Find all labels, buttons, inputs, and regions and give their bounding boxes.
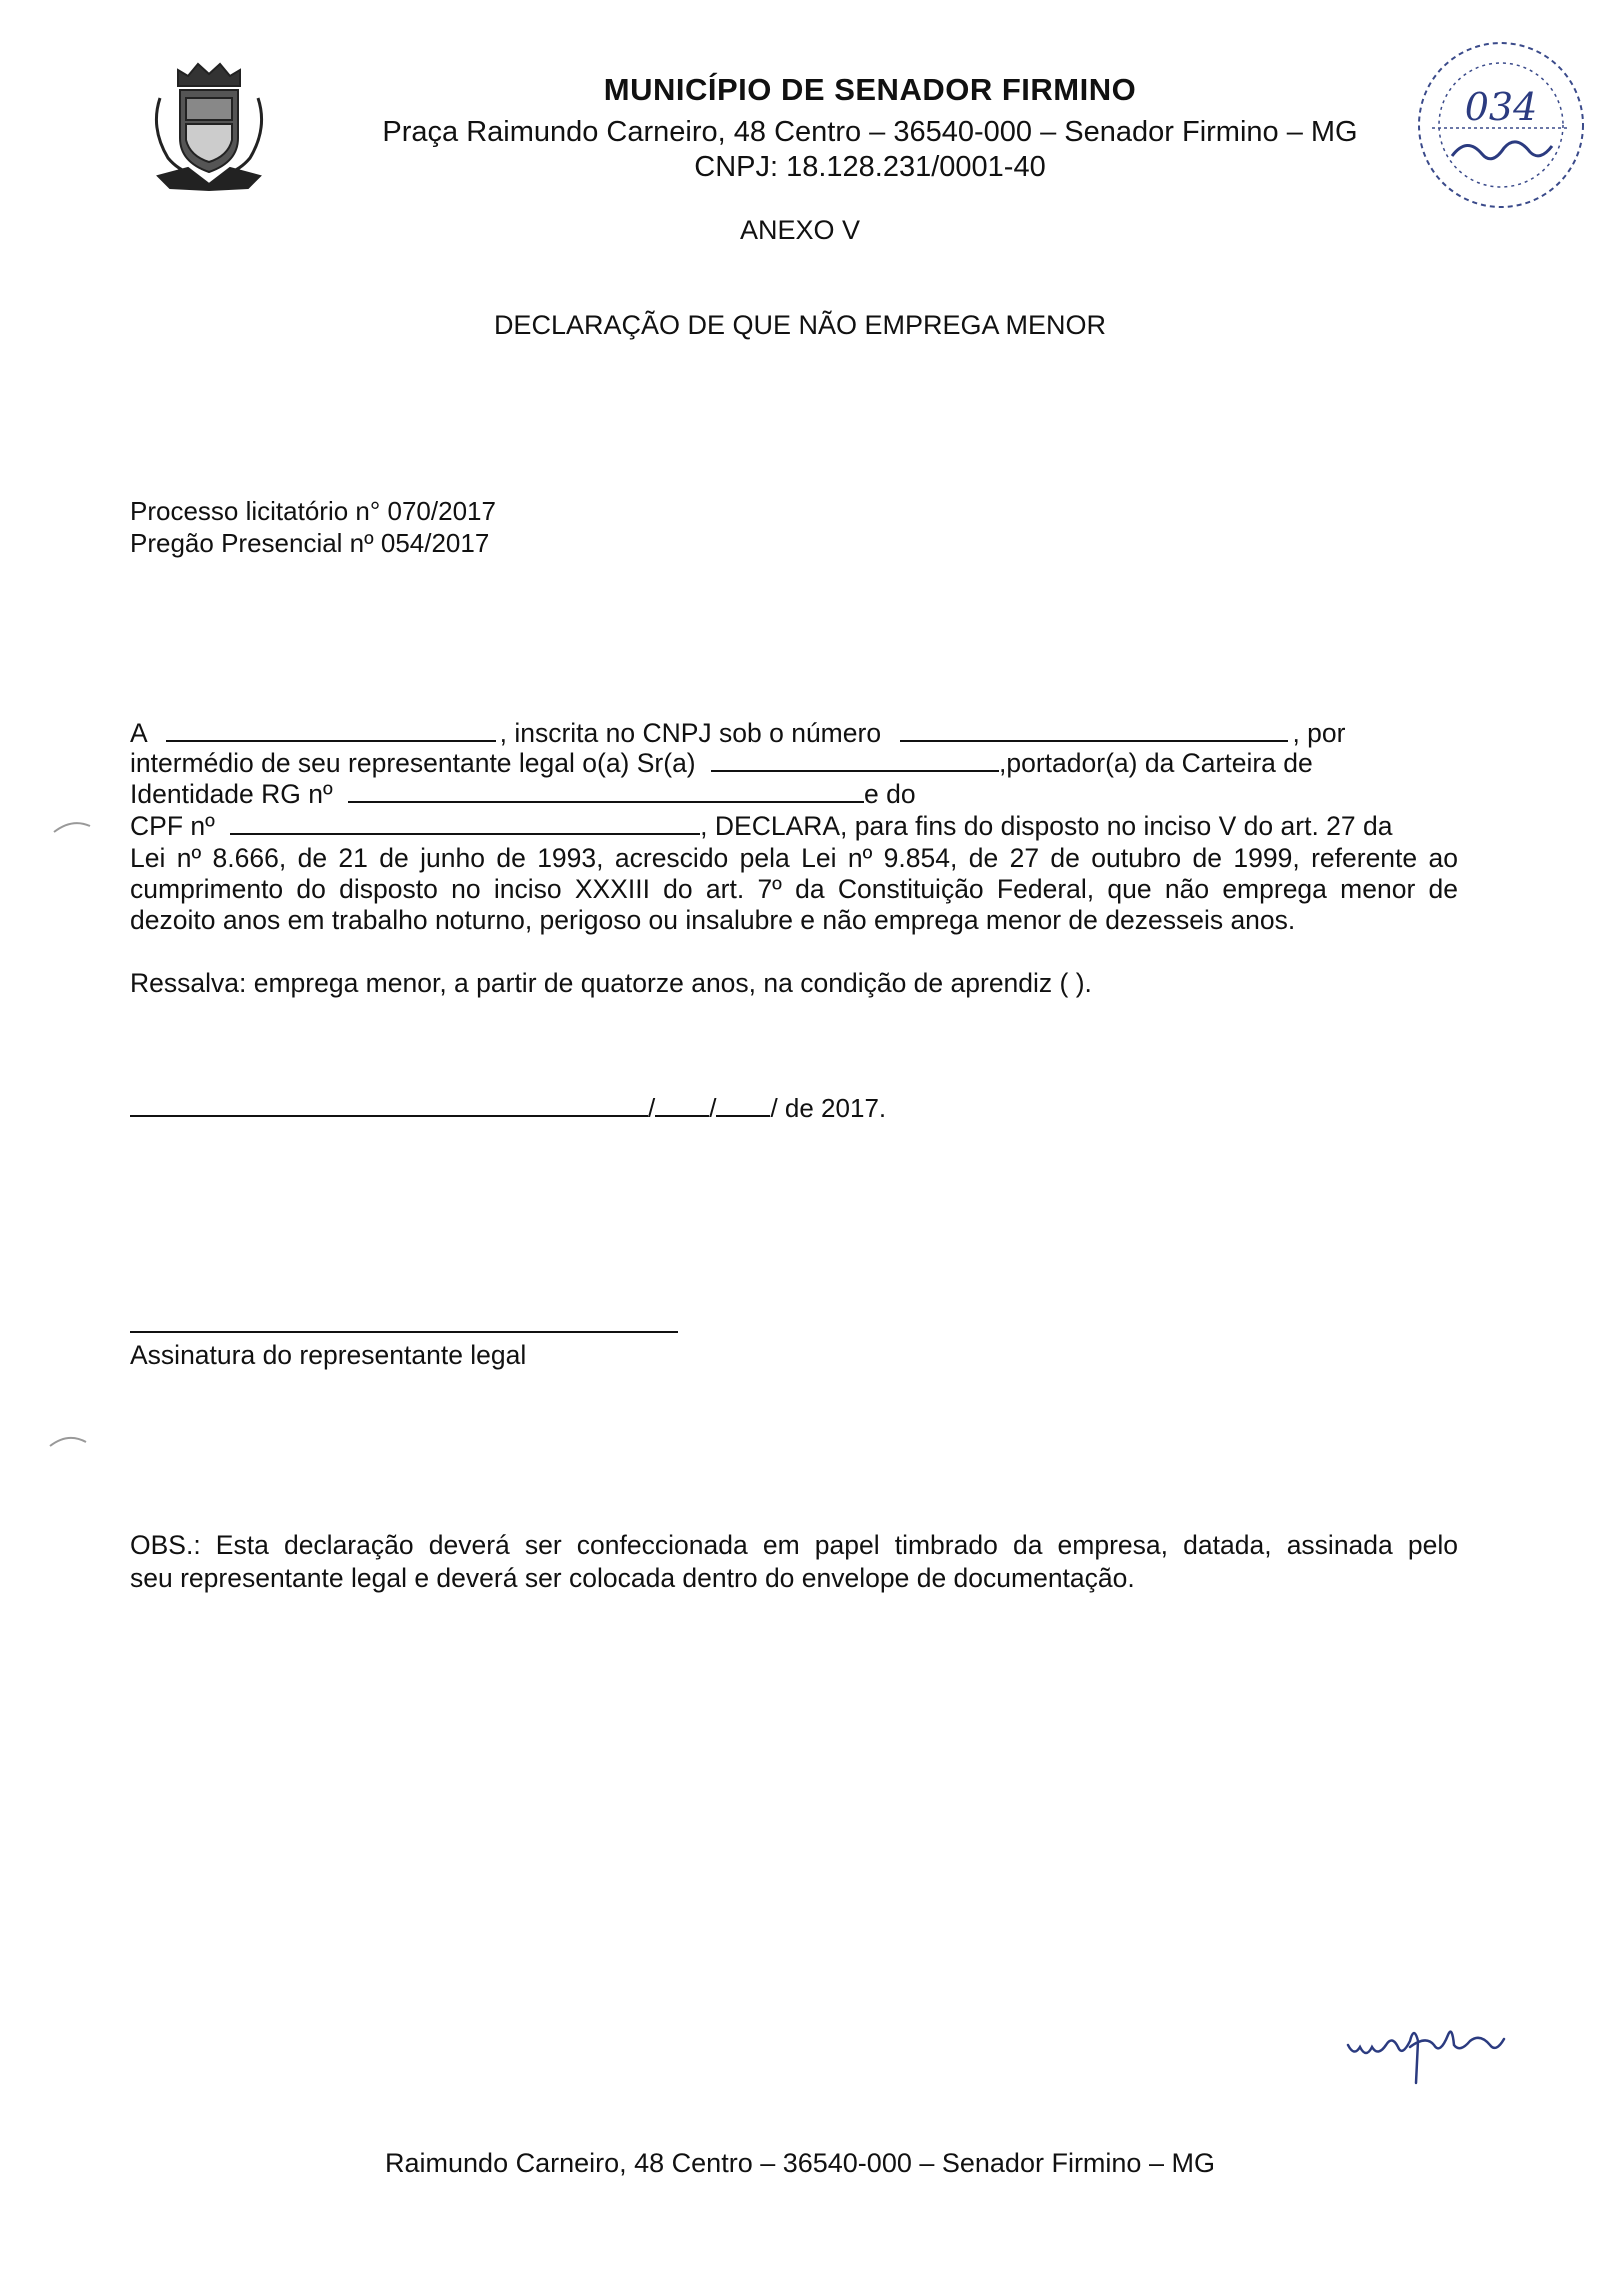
- city-blank: [130, 1095, 648, 1117]
- declaration-title: DECLARAÇÃO DE QUE NÃO EMPREGA MENOR: [493, 310, 1107, 340]
- declaration-line-4: CPF nº , DECLARA, para fins do disposto no inciso V do art. 27 da: [130, 811, 1393, 841]
- obs-line-1: OBS.: Esta declaração deverá ser confeccionada em papel timbrado da empresa, datada, assinada pelo: [130, 1530, 1458, 1560]
- signature-line: [130, 1331, 678, 1333]
- page-number-stamp: [1412, 36, 1590, 214]
- annex-label: ANEXO V: [739, 215, 861, 245]
- footer-address: Raimundo Carneiro, 48 Centro – 36540-000 – Senador Firmino – MG: [385, 2148, 1215, 2178]
- scan-artifact-mark: [52, 816, 92, 836]
- date-line: / / / de 2017.: [130, 1093, 886, 1124]
- stamp-number: 034: [1464, 85, 1538, 129]
- declaration-line-3: Identidade RG nº e do: [130, 779, 916, 809]
- pregao-number: Pregão Presencial nº 054/2017: [130, 528, 490, 558]
- obs-line-2: seu representante legal e deverá ser colocada dentro do envelope de documentação.: [130, 1563, 1135, 1593]
- month-blank: [716, 1095, 770, 1117]
- declaration-line-7: dezoito anos em trabalho noturno, perigoso ou insalubre e não emprega menor de dezesseis anos.: [130, 905, 1296, 935]
- rg-number-blank: [348, 781, 864, 803]
- declaration-line-1: A , inscrita no CNPJ sob o número , por: [130, 718, 1346, 748]
- municipality-address: Praça Raimundo Carneiro, 48 Centro – 36540-000 – Senador Firmino – MG: [382, 116, 1358, 148]
- day-blank: [655, 1095, 709, 1117]
- municipal-crest-icon: [148, 58, 270, 198]
- representative-name-blank: [711, 750, 999, 772]
- declaration-line-6: cumprimento do disposto no inciso XXXIII do art. 7º da Constituição Federal, que não emprega menor de: [130, 874, 1458, 904]
- company-name-blank: [166, 720, 496, 742]
- signature-label: Assinatura do representante legal: [130, 1340, 527, 1370]
- declaration-line-5: Lei nº 8.666, de 21 de junho de 1993, acrescido pela Lei nº 9.854, de 27 de outubro de 1999, referente ao: [130, 843, 1458, 873]
- process-number: Processo licitatório n° 070/2017: [130, 496, 496, 526]
- municipality-cnpj: CNPJ: 18.128.231/0001-40: [694, 151, 1046, 183]
- ressalva-text: Ressalva: emprega menor, a partir de quatorze anos, na condição de aprendiz ( ).: [130, 968, 1092, 998]
- declaration-line-2: intermédio de seu representante legal o(a) Sr(a) ,portador(a) da Carteira de: [130, 748, 1313, 778]
- cpf-number-blank: [230, 813, 700, 835]
- scan-artifact-mark: [48, 1430, 88, 1450]
- cnpj-number-blank: [900, 720, 1288, 742]
- municipality-title: MUNICÍPIO DE SENADOR FIRMINO: [603, 72, 1137, 107]
- handwritten-rubric: [1340, 2005, 1520, 2085]
